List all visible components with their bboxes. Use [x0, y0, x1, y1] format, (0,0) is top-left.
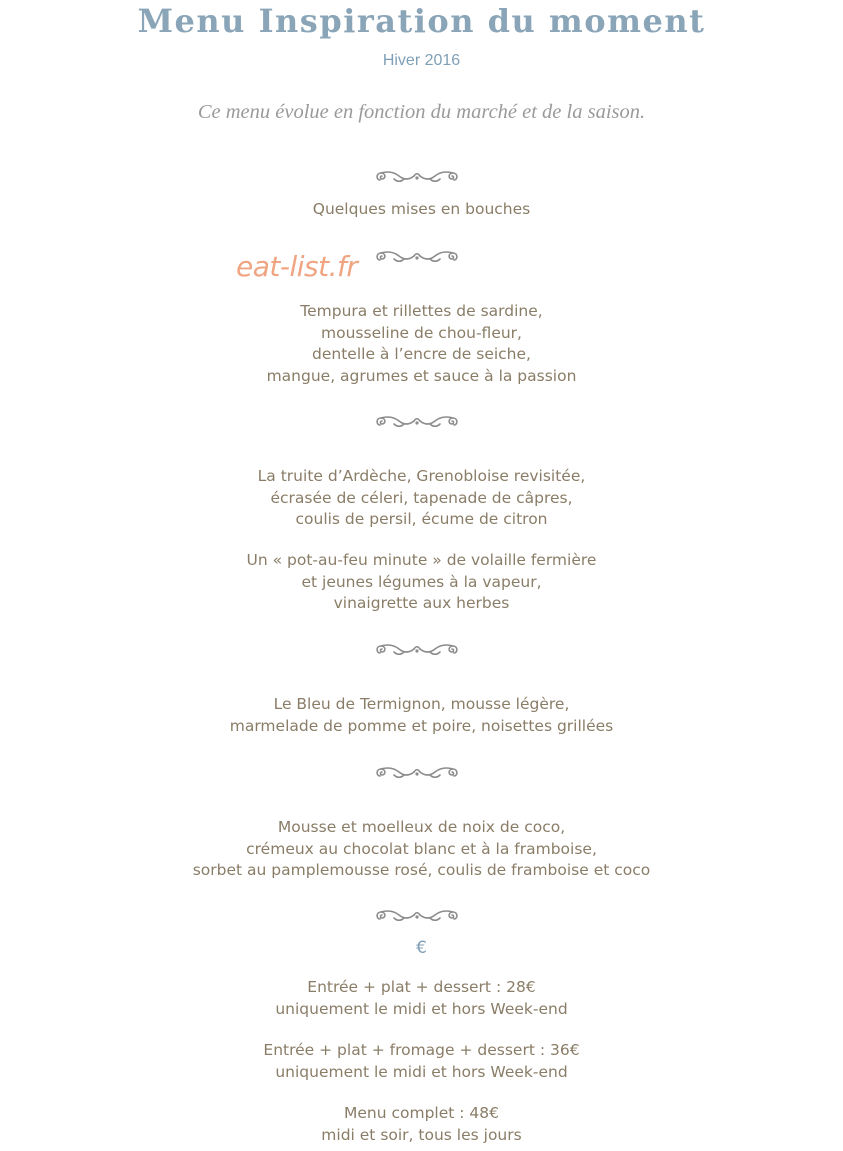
course-line: Quelques mises en bouches [312, 200, 531, 218]
course-cheese [0, 694, 843, 737]
flourish-divider-icon [374, 413, 460, 431]
price-formula [0, 1103, 843, 1146]
course-line: mousseline de chou-fleur, [321, 323, 522, 342]
course-line: Mousse et moelleux de noix de coco, [277, 818, 566, 836]
price-formula-name: Menu complet : 48€ [343, 1104, 499, 1122]
course-line: vinaigrette aux herbes [333, 594, 510, 612]
course-line: La truite d’Ardèche, Grenobloise revisitée, [257, 467, 586, 485]
price-formula [0, 1040, 843, 1083]
course-dessert [0, 817, 843, 882]
price-symbol: € [416, 938, 427, 958]
watermark-logo: eat-list.fr [236, 250, 358, 283]
price-formula-condition: midi et soir, tous les jours [321, 1125, 522, 1144]
flourish-divider-icon [374, 248, 460, 266]
course-line: écrasée de céleri, tapenade de câpres, [270, 488, 573, 507]
course-line: Un « pot-au-feu minute » de volaille fermière [246, 551, 597, 569]
price-formula-name: Entrée + plat + dessert : 28€ [307, 978, 536, 996]
course-line: marmelade de pomme et poire, noisettes grillées [229, 716, 614, 735]
course-line: et jeunes légumes à la vapeur, [301, 572, 542, 591]
course-main-meat [0, 550, 843, 615]
flourish-divider-icon [374, 168, 460, 186]
price-formula-condition: uniquement le midi et hors Week-end [275, 1062, 568, 1081]
price-formula [0, 977, 843, 1020]
course-line: coulis de persil, écume de citron [295, 510, 548, 528]
course-starter [0, 301, 843, 387]
flourish-divider-icon [374, 764, 460, 782]
course-line: Le Bleu de Termignon, mousse légère, [273, 695, 570, 713]
course-main-fish [0, 466, 843, 531]
course-line: sorbet au pamplemousse rosé, coulis de framboise et coco [192, 861, 651, 879]
course-amuse [0, 199, 843, 221]
course-line: dentelle à l’encre de seiche, [312, 345, 531, 363]
flourish-divider-icon [374, 907, 460, 925]
flourish-divider-icon [374, 641, 460, 659]
menu-subtitle: Ce menu évolue en fonction du marché et de la saison. [197, 101, 646, 123]
course-line: mangue, agrumes et sauce à la passion [266, 366, 577, 385]
price-formula-name: Entrée + plat + fromage + dessert : 36€ [263, 1041, 580, 1059]
course-line: crémeux au chocolat blanc et à la framboise, [246, 839, 597, 858]
course-line: Tempura et rillettes de sardine, [300, 302, 543, 320]
menu-season: Hiver 2016 [382, 52, 461, 69]
menu-title: Menu Inspiration du moment [137, 2, 706, 40]
price-formula-condition: uniquement le midi et hors Week-end [275, 999, 568, 1018]
